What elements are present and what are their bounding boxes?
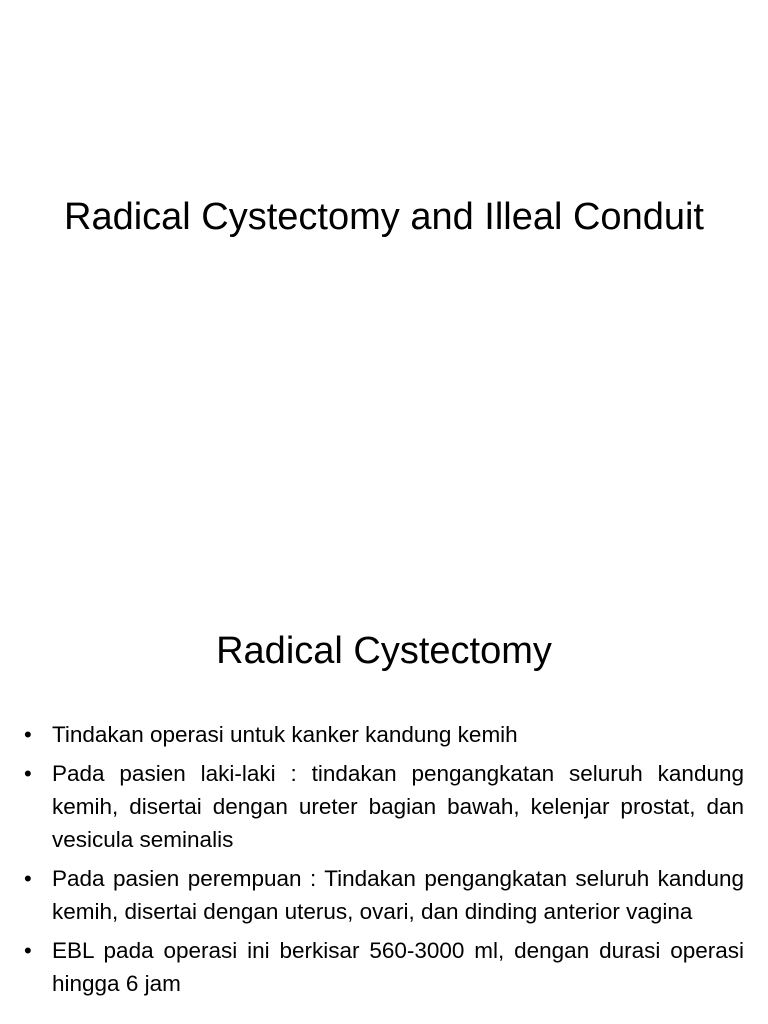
content-slide [0,576,768,1024]
bullet-item [20,757,744,856]
bullet-icon: • [24,722,32,747]
bullet-icon: • [24,938,32,963]
bullet-item [20,862,744,928]
slide-title: Radical Cystectomy and Illeal Conduit [64,196,704,238]
bullet-icon: • [24,866,32,891]
bullet-icon: • [24,761,32,786]
bullet-text: Pada pasien laki-laki : tindakan pengangkatan seluruh kandung kemih, disertai dengan ureter bagian bawah, kelenjar prostat, dan vesicula seminalis [52,761,744,852]
bullet-item [20,934,744,1000]
bullet-text: Pada pasien perempuan : Tindakan pengangkatan seluruh kandung kemih, disertai dengan uterus, ovari, dan dinding anterior vagina [52,866,744,924]
bullet-text: Tindakan operasi untuk kanker kandung kemih [52,722,518,747]
slide-heading: Radical Cystectomy [216,630,552,672]
bullet-text: EBL pada operasi ini berkisar 560-3000 ml, dengan durasi operasi hingga 6 jam [52,938,744,996]
bullet-list [20,718,744,1006]
bullet-item [20,718,744,751]
